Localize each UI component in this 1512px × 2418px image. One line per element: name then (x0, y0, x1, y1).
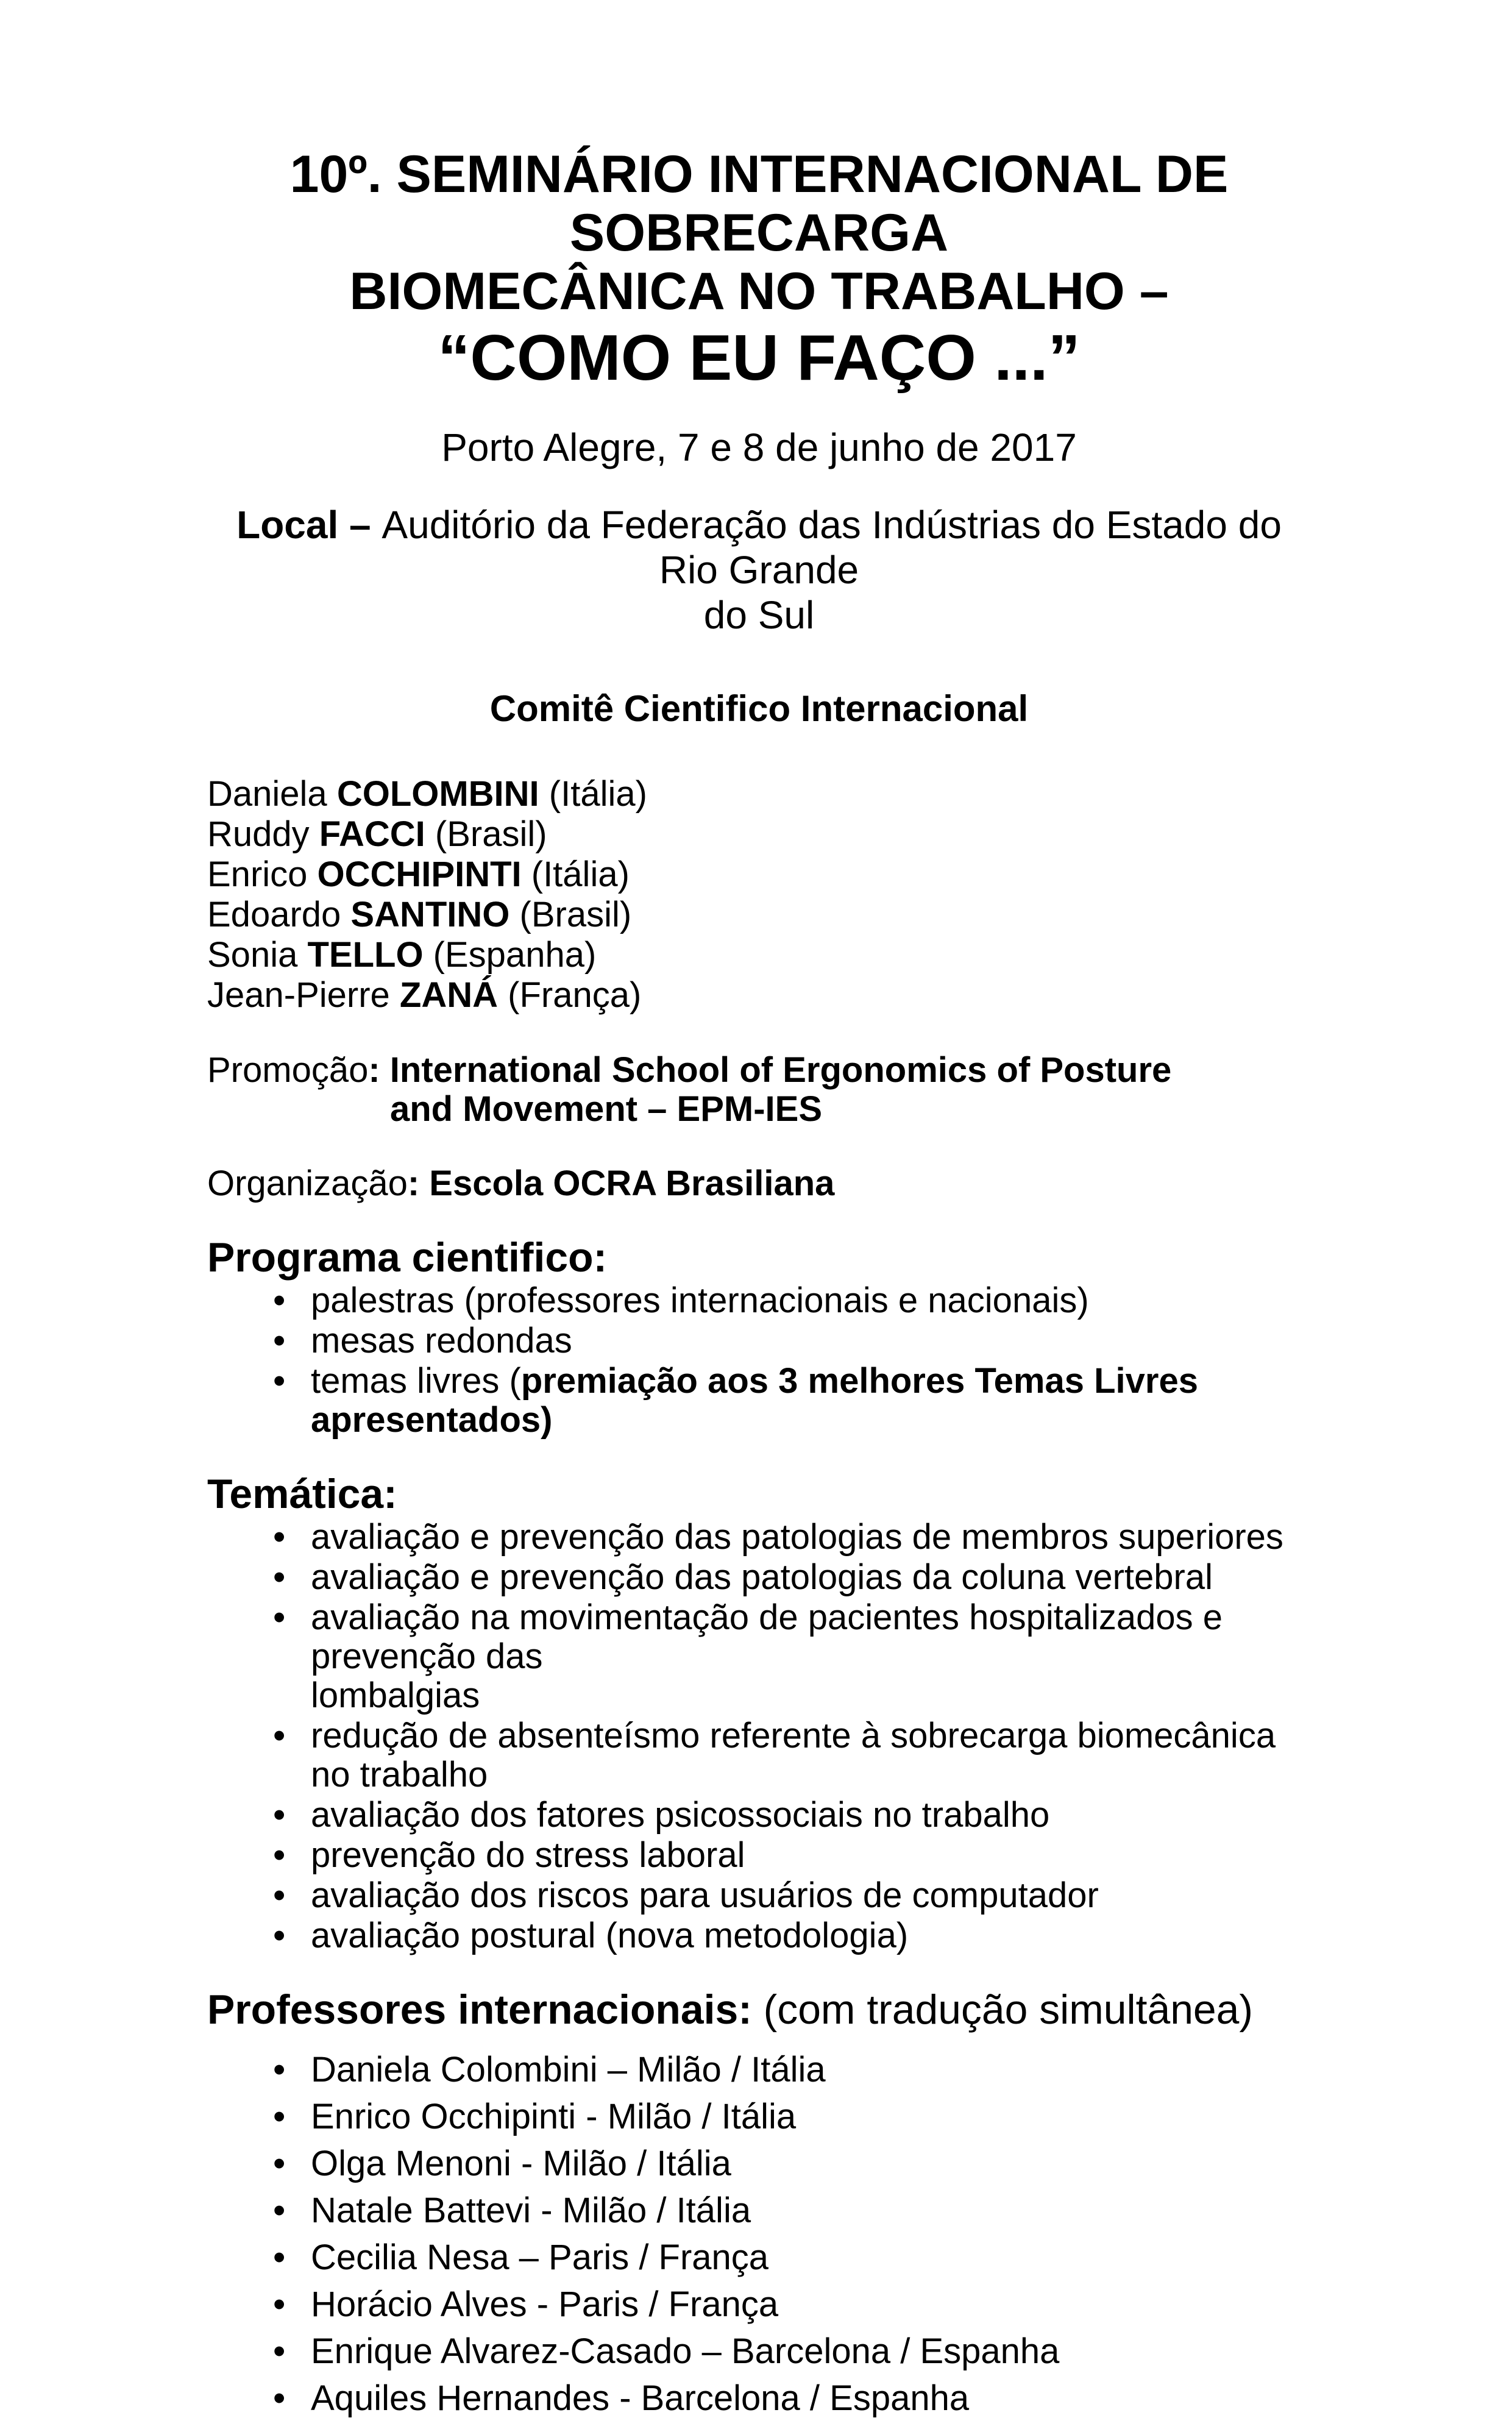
venue-paragraph (207, 502, 1311, 638)
list-item: • Natale Battevi - Milão / Itália (311, 2191, 1311, 2230)
list-item: • Daniela Colombini – Milão / Itália (311, 2050, 1311, 2089)
title-emphasis: “COMO EU FAÇO ...” (438, 322, 1081, 394)
promotion-value-line-2: and Movement – EPM-IES (390, 1089, 823, 1129)
member-country: (Brasil) (425, 814, 547, 854)
list-item: • mesas redondas (311, 1321, 1311, 1360)
thematic-list (207, 1518, 1311, 1955)
venue-text: Auditório da Federação das Indústrias do Estado do Rio Grande (382, 503, 1282, 592)
committee-member: Sonia TELLO (Espanha) (207, 935, 597, 975)
committee-member: Enrico OCCHIPINTI (Itália) (207, 855, 630, 894)
list-item: • avaliação e prevenção das patologias de membros superiores (311, 1518, 1311, 1557)
organization-value: : Escola OCRA Brasiliana (407, 1164, 835, 1203)
venue-line-2: do Sul (703, 593, 815, 637)
committee-member: Edoardo SANTINO (Brasil) (207, 895, 632, 934)
member-surname: SANTINO (350, 895, 510, 934)
list-item: • temas livres (premiação aos 3 melhores Temas Livres apresentados) (311, 1362, 1311, 1440)
member-surname: ZANÁ (399, 975, 499, 1015)
professors-heading (207, 1987, 1311, 2033)
organization-paragraph (207, 1164, 1311, 1203)
page-title (207, 145, 1311, 395)
list-item: • redução de absenteísmo referente à sobrecarga biomecânica no trabalho (311, 1716, 1311, 1794)
promotion-label: Promoção (207, 1050, 369, 1090)
committee-member: Jean-Pierre ZANÁ (França) (207, 975, 642, 1015)
member-country: (Itália) (539, 774, 647, 814)
list-item-bold-part: premiação aos 3 melhores Temas Livres apresentados) (311, 1361, 1198, 1440)
program-list (207, 1281, 1311, 1440)
list-item: • Cecilia Nesa – Paris / França (311, 2238, 1311, 2277)
list-item: • avaliação postural (nova metodologia) (311, 1916, 1311, 1955)
venue-label: Local (236, 503, 339, 547)
committee-heading: Comitê Cientifico Internacional (489, 688, 1029, 729)
list-item: • Horácio Alves - Paris / França (311, 2285, 1311, 2324)
member-surname: FACCI (319, 814, 425, 854)
list-item: • avaliação e prevenção das patologias da coluna vertebral (311, 1558, 1311, 1597)
list-item: • prevenção do stress laboral (311, 1836, 1311, 1875)
list-item: • Olga Menoni - Milão / Itália (311, 2144, 1311, 2183)
professors-heading-note: (com tradução simultânea) (751, 1987, 1254, 2033)
list-item: • avaliação na movimentação de pacientes hospitalizados e prevenção das lombalgias (311, 1598, 1311, 1715)
program-heading: Programa cientifico: (207, 1235, 608, 1281)
venue-dash: – (338, 503, 382, 547)
list-item: • avaliação dos fatores psicossociais no trabalho (311, 1796, 1311, 1835)
organization-label: Organização (207, 1164, 408, 1203)
member-country: (Itália) (521, 855, 630, 894)
list-item-wrap: lombalgias (311, 1676, 480, 1715)
title-line-2: BIOMECÂNICA NO TRABALHO – (349, 262, 1169, 321)
promotion-paragraph (207, 1051, 1311, 1129)
professors-heading-bold: Professores internacionais: (207, 1987, 752, 2033)
venue-line-1 (207, 502, 1311, 592)
committee-list (207, 774, 1311, 1015)
committee-member: Daniela COLOMBINI (Itália) (207, 774, 647, 814)
member-surname: TELLO (307, 935, 424, 975)
member-surname: OCCHIPINTI (317, 855, 522, 894)
list-item: • palestras (professores internacionais e nacionais) (311, 1281, 1311, 1320)
member-surname: COLOMBINI (336, 774, 539, 814)
professors-list (207, 2050, 1311, 2418)
list-item: • Aquiles Hernandes - Barcelona / Espanha (311, 2379, 1311, 2418)
title-line-1: 10º. SEMINÁRIO INTERNACIONAL DE SOBRECARGA (289, 145, 1229, 262)
promotion-value-line-1: : International School of Ergonomics of Posture (368, 1050, 1172, 1090)
list-item: • avaliação dos riscos para usuários de computador (311, 1876, 1311, 1915)
member-country: (França) (498, 975, 642, 1015)
event-date: Porto Alegre, 7 e 8 de junho de 2017 (441, 425, 1077, 469)
thematic-heading: Temática: (207, 1471, 397, 1517)
member-country: (Espanha) (423, 935, 597, 975)
member-country: (Brasil) (509, 895, 632, 934)
committee-member: Ruddy FACCI (Brasil) (207, 814, 547, 854)
list-item: • Enrico Occhipinti - Milão / Itália (311, 2097, 1311, 2136)
list-item: • Enrique Alvarez-Casado – Barcelona / Espanha (311, 2332, 1311, 2371)
